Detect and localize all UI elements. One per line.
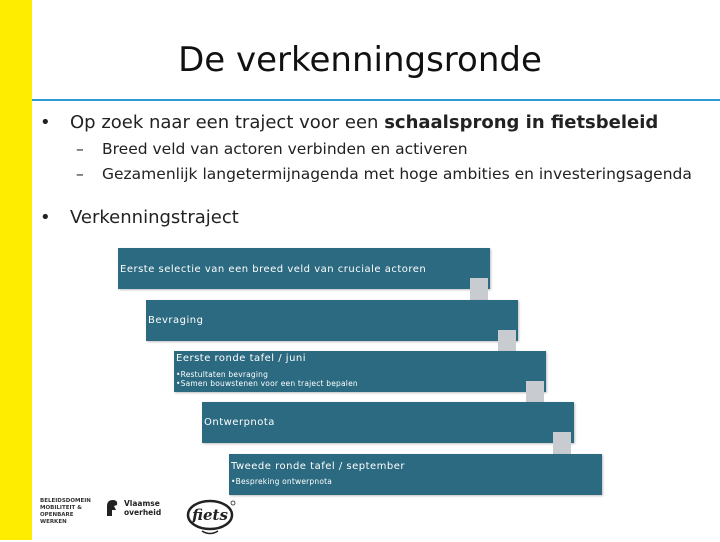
sub-bullet-1: – Breed veld van actoren verbinden en activeren [76,140,468,158]
process-step-4 [202,402,574,443]
process-step-5-item: •Bespreking ontwerpnota [231,477,333,486]
process-step-4-label: Ontwerpnota [204,417,275,428]
beleidsdomein-logo: BELEIDSDOMEIN MOBILITEIT & OPENBARE WERKEN [40,498,91,525]
bullet-1 [40,112,659,133]
process-step-3-item: •Samen bouwstenen voor een traject bepalen [176,379,358,388]
yellow-side-bar [0,0,32,540]
process-step-5-items [231,477,332,486]
sub-bullet-1-text: Breed veld van actoren verbinden en activeren [102,140,468,158]
slide-title: De verkenningsronde [178,40,542,80]
bullet-2 [40,207,239,228]
process-step-3-item: •Restultaten bevraging [176,370,269,379]
bullet-1-text: Op zoek naar een traject voor een [70,112,385,133]
sub-bullet-2: – Gezamenlijk langetermijnagenda met hoge ambities en investeringsagenda [76,165,692,183]
process-step-3 [174,351,546,392]
fiets-logo [186,498,238,538]
process-step-5-label: Tweede ronde tafel / september [231,461,406,472]
sub-bullet-2-text: Gezamenlijk langetermijnagenda met hoge ambities en investeringsagenda [102,165,692,183]
title-divider [32,99,720,101]
process-step-3-label: Eerste ronde tafel / juni [176,353,307,364]
process-step-2-label: Bevraging [148,315,204,326]
process-step-1 [118,248,490,289]
svg-text:fiets: fiets [192,506,228,524]
bullet-dot: • [40,207,51,228]
process-step-3-items [176,370,358,388]
fiets-badge-icon [186,498,238,538]
process-step-5 [229,454,602,495]
bullet-dot: • [40,112,51,133]
process-step-1-label: Eerste selectie van een breed veld van cruciale actoren [120,264,427,275]
process-step-2 [146,300,518,341]
vlaamse-overheid-logo: Vlaamse overheid [104,498,164,528]
bullet-1-bold: schaalsprong in fietsbeleid [384,112,659,133]
lion-icon [104,498,120,518]
bullet-2-text: Verkenningstraject [70,207,239,228]
